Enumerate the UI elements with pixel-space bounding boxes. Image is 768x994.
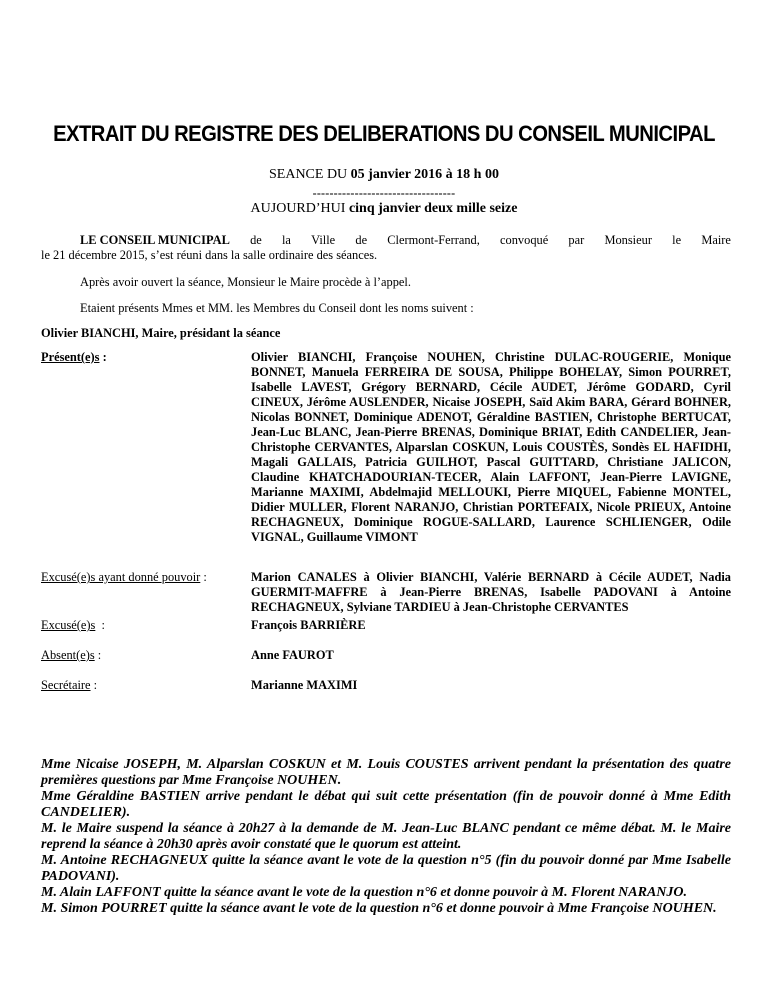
note-item: M. Alain LAFFONT quitte la séance avant le vote de la question n°6 et donne pouvoir à M. Florent NARANJO. — [41, 885, 688, 900]
excuses-pouvoir-label — [41, 570, 246, 585]
excuses-label-text: Excusé(e)s — [41, 618, 96, 632]
presents-label-text: Présent(e)s — [41, 350, 100, 364]
excuses-label — [41, 618, 246, 633]
excuses-pouvoir-value: Marion CANALES à Olivier BIANCHI, Valérie BERNARD à Cécile AUDET, Nadia GUERMIT-MAFFRE à Jean-Pierre BRENAS, Isabelle PADOVANI à Antoine RECHAGNEUX, Sylviane TARDIEU à Jean-Christophe CERVANTES — [251, 570, 731, 614]
label-suffix: : — [99, 350, 107, 364]
presents-value: Olivier BIANCHI, Françoise NOUHEN, Christine DULAC-ROUGERIE, Monique BONNET, Manuela FERREIRA DE SOUSA, Philippe BOHELAY, Simon POURRET, Isabelle LAVEST, Grégory BERNARD, Cécile AUDET, Jérôme GODARD, Cyril CINEUX, Jérôme AUSLENDER, Nicaise JOSEPH, Saïd Akim BARA, Gérard BOHNER, Nicolas BONNET, Dominique ADENOT, Géraldine BASTIEN, Christophe BERTUCAT, Jean-Luc BLANC, Jean-Pierre BRENAS, Dominique BRIAT, Edith CANDELIER, Jean-Christophe CERVANTES, Alparslan COSKUN, Louis COUSTÈS, Sondès EL HAFIDHI, Magali GALLAIS, Patricia GUILHOT, Pascal GUITTARD, Christiane JALICON, Claudine KHATCHADOURIAN-TECER, Alain LAFFONT, Jean-Pierre LAVIGNE, Marianne MAXIMI, Abdelmajid MELLOUKI, Pierre MIQUEL, Fabienne MONTEL, Didier MULLER, Florent NARANJO, Christian PORTEFAIX, Nicole PRIEUX, Antoine RECHAGNEUX, Dominique ROGUE-SALLARD, Laurence SCHLIENGER, Odile VIGNAL, Guillaume VIMONT — [251, 350, 731, 544]
intro-paragraph — [41, 233, 731, 263]
label-suffix: : — [90, 678, 98, 692]
intro-word: Maire — [701, 233, 731, 247]
presents-label — [41, 350, 246, 365]
seance-line — [0, 167, 768, 183]
absents-value: Anne FAUROT — [251, 648, 334, 662]
separator: ---------------------------------- — [312, 186, 456, 200]
conseil-label: LE CONSEIL MUNICIPAL — [80, 233, 230, 247]
note-item: M. Antoine RECHAGNEUX quitte la séance avant le vote de la question n°5 (fin du pouvoir donné par Mme Isabelle PADOVANI). — [41, 853, 731, 884]
secretaire-label-text: Secrétaire — [41, 678, 91, 692]
intro-word: Ville — [311, 233, 336, 247]
intro-line-2: le 21 décembre 2015, s’est réuni dans la salle ordinaire des séances. — [41, 248, 378, 262]
presents-intro-paragraph: Etaient présents Mmes et MM. les Membres du Conseil dont les noms suivent : — [80, 301, 474, 315]
excuses-pouvoir-label-text: Excusé(e)s ayant donné pouvoir — [41, 570, 201, 584]
document-title: EXTRAIT DU REGISTRE DES DELIBERATIONS DU CONSEIL MUNICIPAL — [53, 121, 715, 146]
maire-line: Olivier BIANCHI, Maire, présidant la séance — [41, 326, 281, 340]
intro-word: Monsieur — [604, 233, 652, 247]
intro-word: de — [355, 233, 368, 247]
aujourdhui-date: cinq janvier deux mille seize — [348, 201, 518, 216]
session-notes — [41, 757, 731, 917]
aujourdhui-line — [0, 201, 768, 217]
note-item: Mme Géraldine BASTIEN arrive pendant le débat qui suit cette présentation (fin de pouvoir donné à Mme Edith CANDELIER). — [41, 789, 731, 820]
secretaire-label — [41, 678, 246, 693]
intro-word: la — [281, 233, 291, 247]
seance-date: 05 janvier 2016 à 18 h 00 — [350, 167, 499, 182]
absents-label — [41, 648, 246, 663]
aujourdhui-prefix: AUJOURD’HUI — [250, 201, 349, 216]
label-suffix: : — [200, 570, 207, 584]
appel-paragraph: Après avoir ouvert la séance, Monsieur le Maire procède à l’appel. — [80, 275, 411, 289]
intro-word: de — [250, 233, 262, 247]
note-item: M. Simon POURRET quitte la séance avant le vote de la question n°6 et donne pouvoir à Mme Françoise NOUHEN. — [41, 901, 717, 916]
note-item: Mme Nicaise JOSEPH, M. Alparslan COSKUN et M. Louis COUSTES arrivent pendant la présentation des quatre premières questions par Mme Françoise NOUHEN. — [41, 757, 731, 788]
seance-prefix: SEANCE DU — [269, 167, 351, 182]
intro-line-1 — [41, 233, 731, 248]
intro-word: convoqué — [500, 233, 549, 247]
label-suffix: : — [94, 648, 102, 662]
excuses-value: François BARRIÈRE — [251, 618, 366, 632]
secretaire-value: Marianne MAXIMI — [251, 678, 358, 692]
note-item: M. le Maire suspend la séance à 20h27 à la demande de M. Jean-Luc BLANC pendant ce même débat. M. le Maire reprend la séance à 20h30 après avoir constaté que le quorum est atteint. — [41, 821, 731, 852]
intro-word: Clermont-Ferrand, — [387, 233, 480, 247]
absents-label-text: Absent(e)s — [41, 648, 95, 662]
label-suffix: : — [95, 618, 105, 632]
intro-word: par — [568, 233, 585, 247]
intro-word: le — [672, 233, 682, 247]
